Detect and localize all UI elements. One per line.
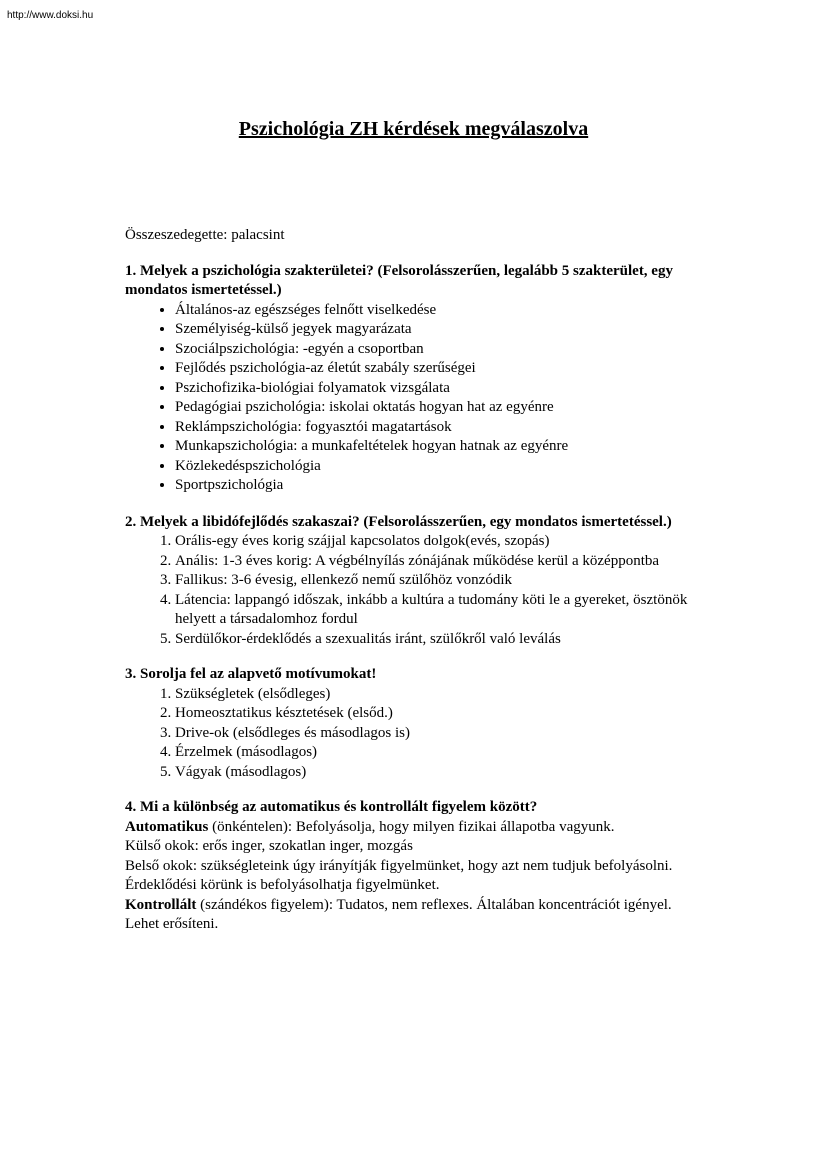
- list-item: 1. Orális-egy éves korig szájjal kapcsolatos dolgok(evés, szopás): [175, 532, 695, 552]
- question-2-list: [125, 532, 695, 649]
- list-item: • Közlekedéspszichológia: [175, 457, 695, 477]
- list-item: 2. Homeosztatikus késztetések (elsőd.): [175, 704, 695, 724]
- controlled-term: Kontrollált: [125, 896, 197, 913]
- outer-causes: Külső okok: erős inger, szokatlan inger, mozgás: [125, 838, 413, 854]
- list-item: • Személyiség-külső jegyek magyarázata: [175, 320, 695, 340]
- document-body: [125, 226, 695, 935]
- list-item: 4. Érzelmek (másodlagos): [175, 743, 695, 763]
- source-url[interactable]: http://www.doksi.hu: [7, 10, 94, 21]
- document-title: Pszichológia ZH kérdések megválaszolva: [238, 118, 589, 140]
- list-item: 1. Szükségletek (elsődleges): [175, 685, 695, 705]
- compiler-line: Összeszedegette: palacsint: [125, 227, 285, 243]
- inner-causes: Belső okok: szükségleteink úgy irányítják figyelmünket, hogy azt nem tudjuk befolyásolni. Érdeklődési körünk is befolyásolhatja figyelmünket.: [125, 857, 673, 893]
- list-item: • Fejlődés pszichológia-az életút szabály szerűségei: [175, 359, 695, 379]
- list-item: 4. Látencia: lappangó időszak, inkább a kultúra a tudomány köti le a gyereket, ösztönök helyett a társadalomhoz fordul: [175, 591, 695, 630]
- controlled-text: (szándékos figyelem): Tudatos, nem reflexes. Általában koncentrációt igényel. Lehet erősíteni.: [125, 896, 672, 932]
- automatic-term: Automatikus: [125, 818, 209, 835]
- list-item: • Sportpszichológia: [175, 476, 695, 496]
- question-3: 3. Sorolja fel az alapvető motívumokat!: [125, 666, 377, 682]
- list-item: 5. Serdülőkor-érdeklődés a szexualitás iránt, szülőkről való leválás: [175, 630, 695, 650]
- automatic-paragraph: [125, 818, 695, 838]
- list-item: 3. Drive-ok (elsődleges és másodlagos is): [175, 724, 695, 744]
- question-3-list: [125, 685, 695, 783]
- question-1: 1. Melyek a pszichológia szakterületei? (Felsorolásszerűen, legalább 5 szakterület, egy mondatos ismertetéssel.): [125, 262, 673, 298]
- list-item: • Általános-az egészséges felnőtt viselkedése: [175, 301, 695, 321]
- controlled-paragraph: [125, 896, 695, 935]
- list-item: • Pedagógiai pszichológia: iskolai oktatás hogyan hat az egyénre: [175, 398, 695, 418]
- question-1-list: [125, 301, 695, 496]
- list-item: • Pszichofizika-biológiai folyamatok vizsgálata: [175, 379, 695, 399]
- question-2: 2. Melyek a libidófejlődés szakaszai? (Felsorolásszerűen, egy mondatos ismertetéssel.): [125, 513, 672, 530]
- automatic-text: (önkéntelen): Befolyásolja, hogy milyen fizikai állapotba vagyunk.: [208, 818, 615, 835]
- list-item: 5. Vágyak (másodlagos): [175, 763, 695, 783]
- question-4: 4. Mi a különbség az automatikus és kontrollált figyelem között?: [125, 799, 538, 815]
- list-item: 2. Anális: 1-3 éves korig: A végbélnyílás zónájának működése kerül a középpontba: [175, 552, 695, 572]
- list-item: 3. Fallikus: 3-6 évesig, ellenkező nemű szülőhöz vonzódik: [175, 571, 695, 591]
- list-item: • Munkapszichológia: a munkafeltételek hogyan hatnak az egyénre: [175, 437, 695, 457]
- list-item: • Reklámpszichológia: fogyasztói magatartások: [175, 418, 695, 438]
- list-item: • Szociálpszichológia: -egyén a csoportban: [175, 340, 695, 360]
